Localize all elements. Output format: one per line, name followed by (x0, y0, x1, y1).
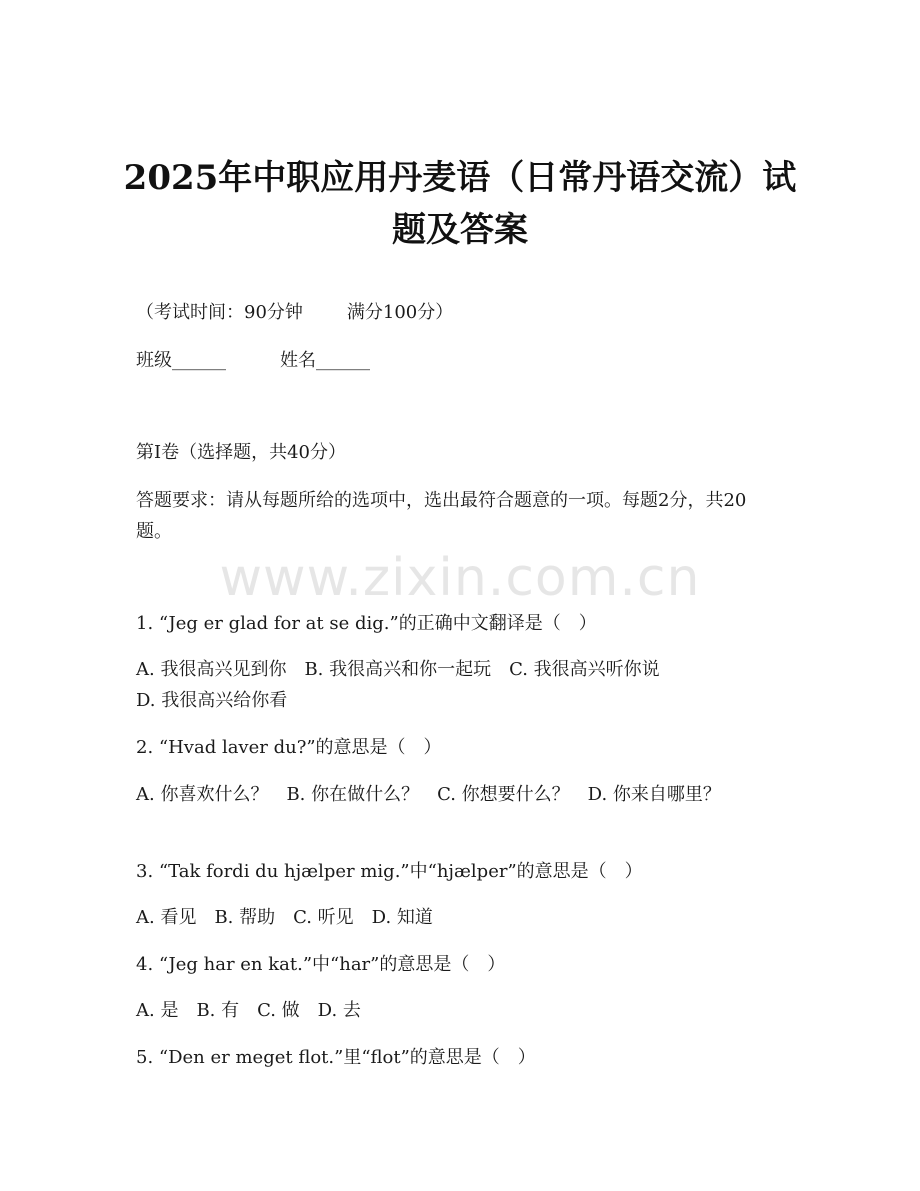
question-1-options-line-1: A. 我很高兴见到你 B. 我很高兴和你一起玩 C. 我很高兴听你说 (136, 659, 660, 680)
question-2-stem: 2. “Hvad laver du?”的意思是（ ） (136, 737, 442, 758)
exam-score: 满分100分） (346, 302, 454, 323)
document-title (100, 152, 820, 256)
question-1-options-line-2: D. 我很高兴给你看 (136, 690, 288, 711)
class-field: 班级______ (136, 350, 226, 371)
title-line-1: 2025年中职应用丹麦语（日常丹语交流）试 (123, 158, 797, 198)
question-3-options: A. 看见 B. 帮助 C. 听见 D. 知道 (136, 907, 433, 928)
section-heading: 第I卷（选择题，共40分） (136, 442, 347, 463)
question-4-stem: 4. “Jeg har en kat.”中“har”的意思是（ ） (136, 954, 506, 975)
title-line-2: 题及答案 (392, 210, 528, 250)
student-fields (136, 349, 370, 373)
question-2-options: A. 你喜欢什么？ B. 你在做什么？ C. 你想要什么？ D. 你来自哪里？ (136, 784, 721, 805)
watermark: www.zixin.com.cn (219, 548, 701, 608)
exam-time: （考试时间：90分钟 (136, 302, 303, 323)
question-5-stem: 5. “Den er meget flot.”里“flot”的意思是（ ） (136, 1047, 536, 1068)
exam-info (136, 301, 453, 325)
question-1-stem: 1. “Jeg er glad for at se dig.”的正确中文翻译是（ ） (136, 613, 597, 634)
instructions: 答题要求：请从每题所给的选项中，选出最符合题意的一项。每题2分，共20题。 (136, 490, 747, 542)
question-3-stem: 3. “Tak fordi du hjælper mig.”中“hjælper”的意思是（ ） (136, 861, 643, 882)
question-4-options: A. 是 B. 有 C. 做 D. 去 (136, 1000, 361, 1021)
name-field: 姓名______ (280, 350, 370, 371)
